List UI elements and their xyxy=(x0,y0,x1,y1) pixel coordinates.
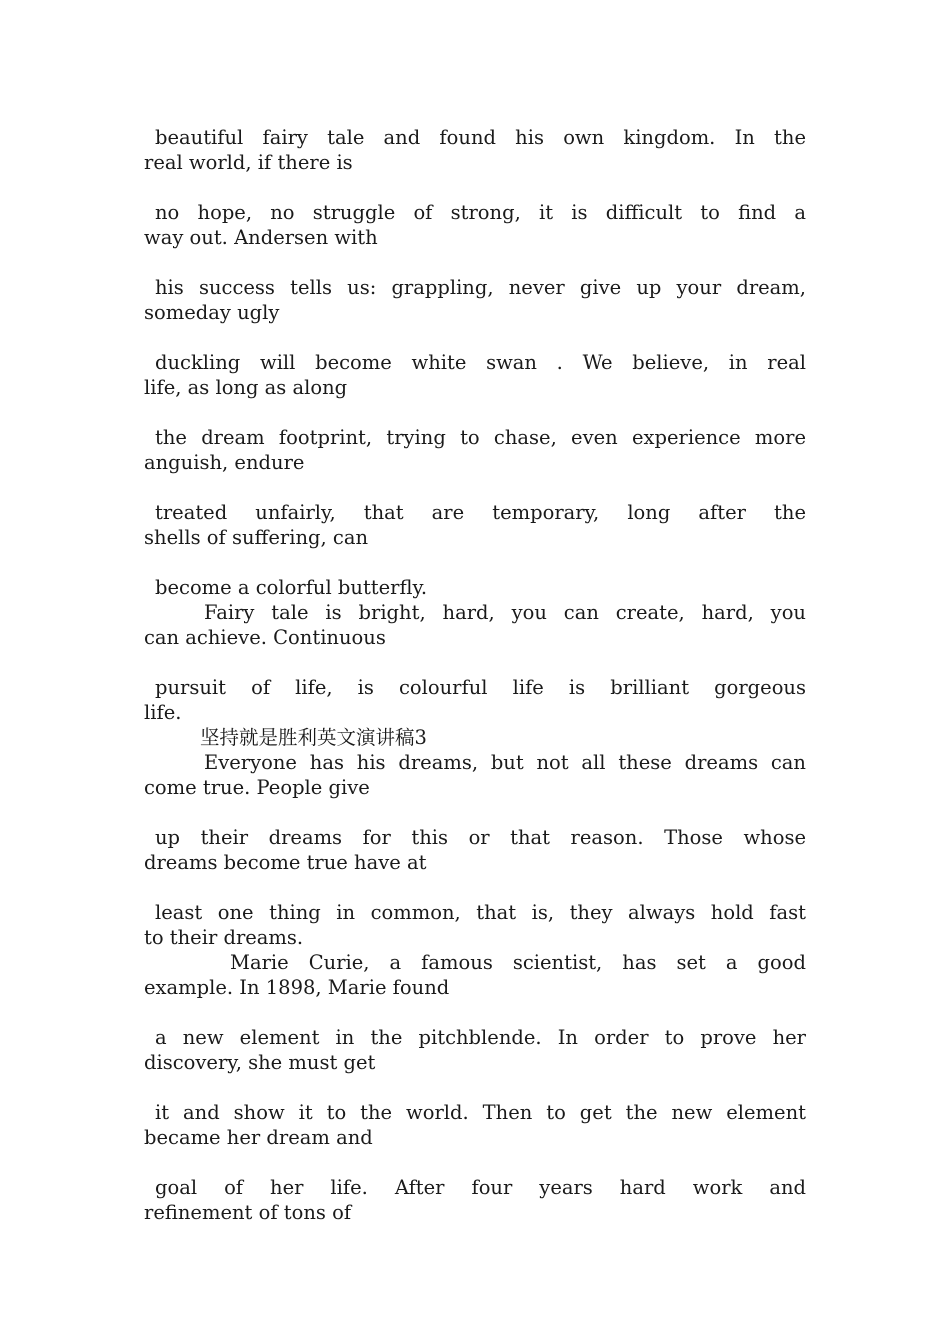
text-line: real world, if there is xyxy=(144,151,353,174)
paragraph-gap xyxy=(144,475,806,500)
paragraph-gap xyxy=(144,250,806,275)
text-line: Fairy tale is bright, hard, you can create, hard, you xyxy=(204,601,806,624)
text-line: the dream footprint, trying to chase, even experience more xyxy=(155,426,806,449)
paragraph-gap xyxy=(144,400,806,425)
text-line: become a colorful butterfly. xyxy=(155,576,428,599)
text-line: his success tells us: grappling, never give up your dream, xyxy=(155,276,806,299)
paragraph-gap xyxy=(144,875,806,900)
text-line: duckling will become white swan . We believe, in real xyxy=(155,351,806,374)
text-line: way out. Andersen with xyxy=(144,226,378,249)
text-line: anguish, endure xyxy=(144,451,305,474)
text-line: Marie Curie, a famous scientist, has set a good xyxy=(230,951,806,974)
text-line: least one thing in common, that is, they always hold fast xyxy=(155,901,806,924)
text-line: Everyone has his dreams, but not all these dreams can xyxy=(204,751,806,774)
paragraph-gap xyxy=(144,550,806,575)
text-line: dreams become true have at xyxy=(144,851,427,874)
text-line: discovery, she must get xyxy=(144,1051,376,1074)
text-line: a new element in the pitchblende. In order to prove her xyxy=(155,1026,806,1049)
text-line: pursuit of life, is colourful life is brilliant gorgeous xyxy=(155,676,806,699)
text-line: life, as long as along xyxy=(144,376,348,399)
text-line: shells of suffering, can xyxy=(144,526,369,549)
text-line: treated unfairly, that are temporary, long after the xyxy=(155,501,806,524)
text-line: someday ugly xyxy=(144,301,280,324)
document-body xyxy=(144,125,806,1225)
text-line: to their dreams. xyxy=(144,926,304,949)
paragraph-gap xyxy=(144,325,806,350)
paragraph-gap xyxy=(144,800,806,825)
text-line: example. In 1898, Marie found xyxy=(144,976,450,999)
text-line: beautiful fairy tale and found his own kingdom. In the xyxy=(155,126,806,149)
text-line: can achieve. Continuous xyxy=(144,626,386,649)
text-line: come true. People give xyxy=(144,776,370,799)
section-heading: 坚持就是胜利英文演讲稿3 xyxy=(200,726,427,749)
text-line: goal of her life. After four years hard work and xyxy=(155,1176,806,1199)
text-line: it and show it to the world. Then to get the new element xyxy=(155,1101,806,1124)
paragraph-gap xyxy=(144,175,806,200)
text-line: refinement of tons of xyxy=(144,1201,352,1224)
paragraph-gap xyxy=(144,650,806,675)
text-line: no hope, no struggle of strong, it is difficult to find a xyxy=(155,201,806,224)
paragraph-gap xyxy=(144,1000,806,1025)
text-line: life. xyxy=(144,701,182,724)
text-line: up their dreams for this or that reason. Those whose xyxy=(155,826,806,849)
paragraph-gap xyxy=(144,1150,806,1175)
text-line: became her dream and xyxy=(144,1126,373,1149)
paragraph-gap xyxy=(144,1075,806,1100)
